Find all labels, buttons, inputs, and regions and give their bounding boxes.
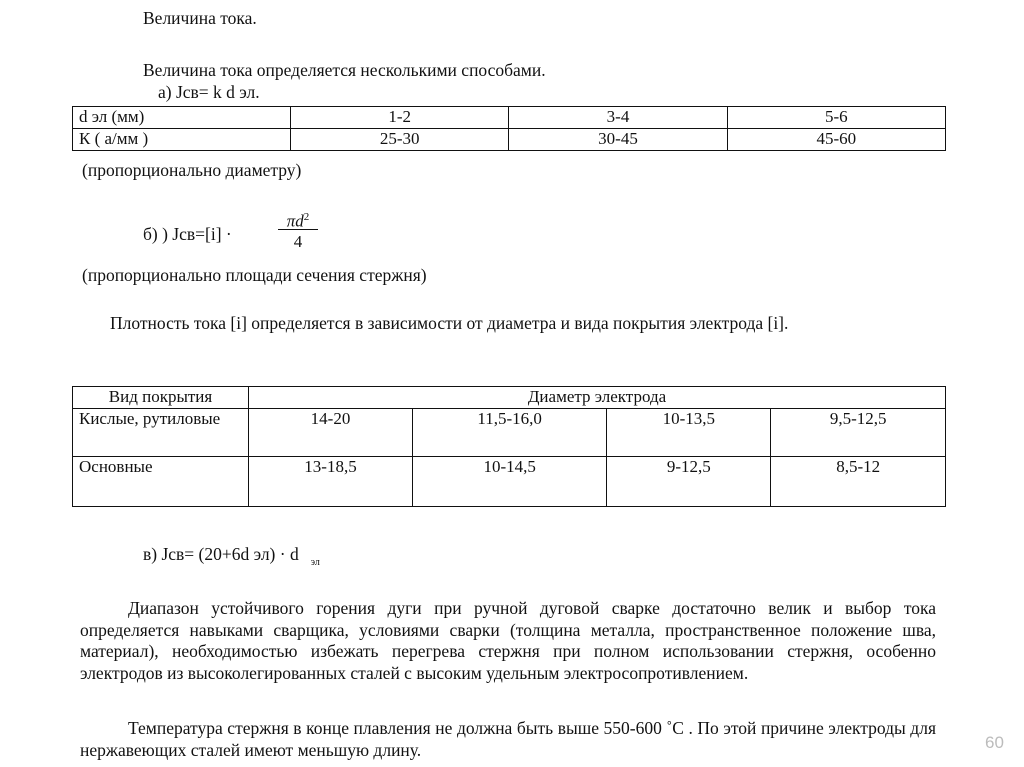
row-label-basic: Основные: [73, 457, 249, 507]
paragraph-temperature: Температура стержня в конце плавления не должна быть выше 550-600 ˚С . По этой причине электроды для нержавеющих сталей имеют меньшую длину.: [80, 718, 936, 760]
table-cell: 10-13,5: [607, 409, 771, 457]
table-row: [73, 387, 946, 409]
intro-text: Величина тока определяется несколькими способами.: [143, 60, 546, 80]
table-cell: 14-20: [249, 409, 413, 457]
density-text: Плотность тока [i] определяется в зависимости от диаметра и вида покрытия электрода [i].: [110, 313, 789, 333]
current-density-table: [72, 386, 946, 507]
header-coating-type: Вид покрытия: [73, 387, 249, 409]
fraction-denominator: 4: [293, 232, 303, 251]
table-cell: 8,5-12: [771, 457, 946, 507]
formula-b: б) ) Jсв=[i] ·: [143, 224, 232, 244]
fraction-exponent: 2: [303, 211, 310, 223]
table-cell: 11,5-16,0: [412, 409, 606, 457]
table-cell: 13-18,5: [249, 457, 413, 507]
formula-a: а) Jсв= k d эл.: [158, 82, 260, 102]
fraction-pi-d-squared-over-4: [278, 206, 318, 253]
table-row: [73, 107, 946, 129]
note-proportional-diameter: (пропорционально диаметру): [82, 160, 302, 180]
formula-c: [143, 544, 320, 568]
page-heading: Величина тока.: [143, 8, 257, 28]
table-cell: 9-12,5: [607, 457, 771, 507]
table-cell: 1-2: [291, 107, 509, 129]
table-cell: 30-45: [509, 129, 727, 151]
note-proportional-area: (пропорционально площади сечения стержня): [82, 265, 427, 285]
row-label-acid-rutile: Кислые, рутиловые: [73, 409, 249, 457]
table-cell: 10-14,5: [412, 457, 606, 507]
table-row: [73, 129, 946, 151]
paragraph-arc-range: Диапазон устойчивого горения дуги при ручной дуговой сварке достаточно велик и выбор тока определяется навыками сварщика, условиями сварки (толщина металла, пространственное положение шва, материал), необходимостью избежать перегрева стержня при полном использовании стержня, особенно электродов из высоколегированных сталей с высоким удельным электросопротивлением.: [80, 598, 936, 683]
coefficient-table: [72, 106, 946, 151]
table-row: [73, 409, 946, 457]
table-cell: 25-30: [291, 129, 509, 151]
table-cell: 45-60: [727, 129, 945, 151]
fraction-numerator: πd: [286, 211, 304, 231]
table-cell: 3-4: [509, 107, 727, 129]
page-number: 60: [985, 733, 1004, 752]
table-cell: 9,5-12,5: [771, 409, 946, 457]
header-electrode-diameter: Диаметр электрода: [249, 387, 946, 409]
table-cell: d эл (мм): [73, 107, 291, 129]
formula-c-subscript: эл: [310, 556, 320, 568]
table-row: [73, 457, 946, 507]
table-cell: К ( а/мм ): [73, 129, 291, 151]
table-cell: 5-6: [727, 107, 945, 129]
formula-c-main: в) Jсв= (20+6d эл) · d: [143, 544, 299, 564]
